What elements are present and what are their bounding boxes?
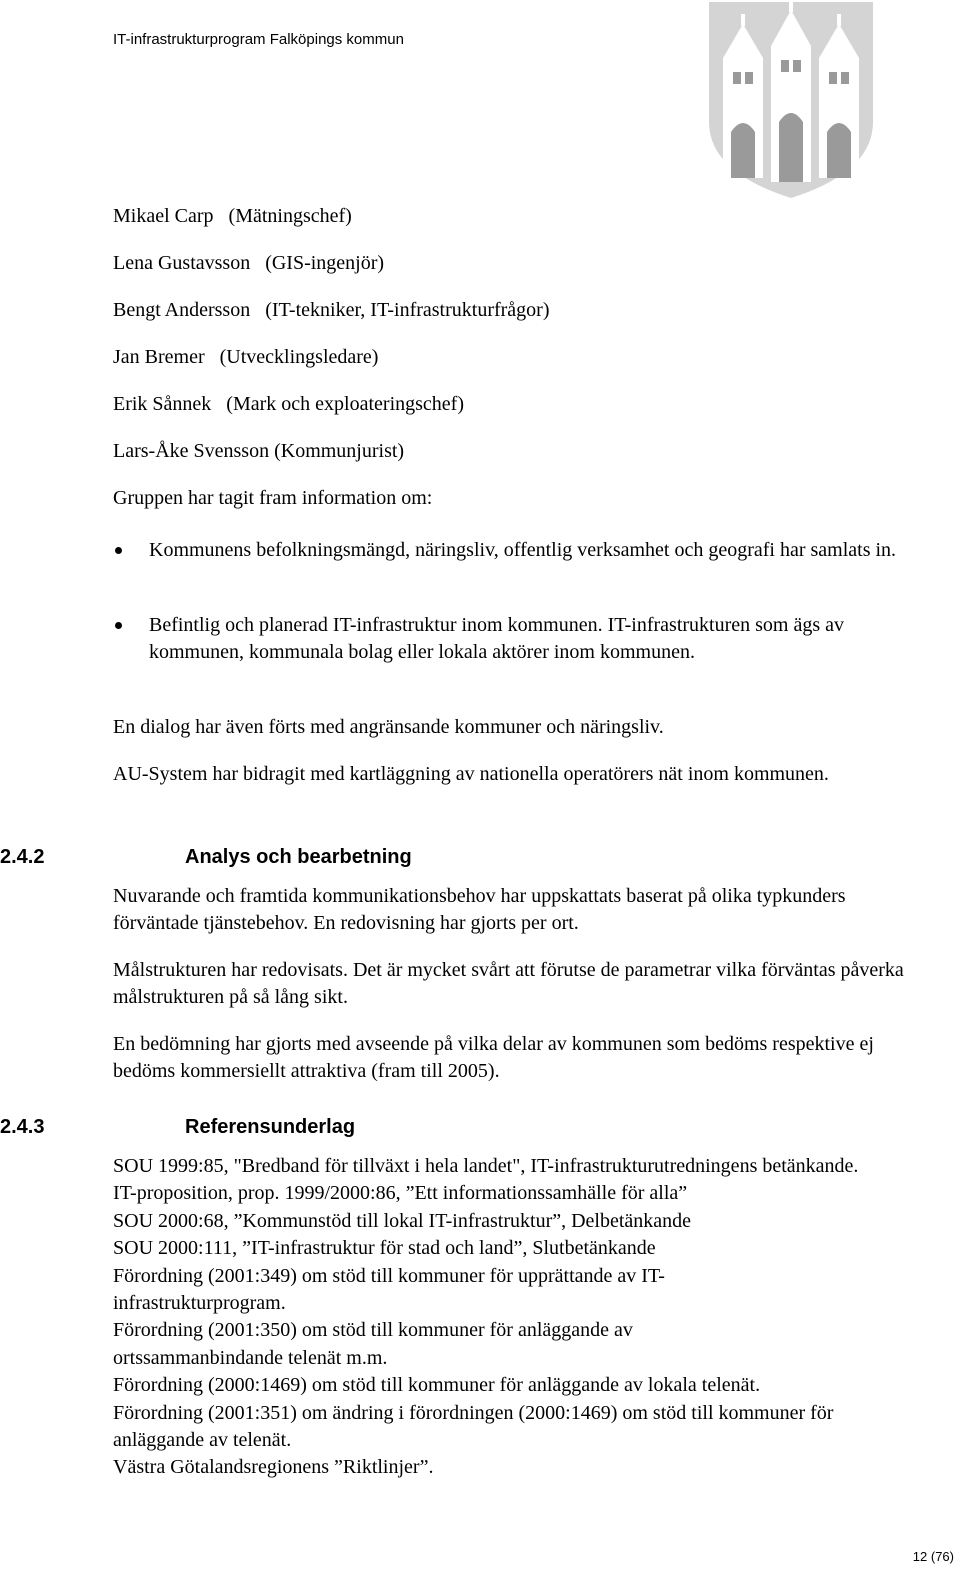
section-number: 2.4.2 [0,846,45,868]
member-line: Jan Bremer (Utvecklingsledare) [113,346,379,368]
reference-item: Förordning (2001:349) om stöd till kommuner för upprättande av IT-infrastrukturprogram. [113,1264,665,1315]
bullet-item: Befintlig och planerad IT-infrastruktur inom kommunen. IT-infrastrukturen som ägs av kommunen, kommunala bolag eller lokala aktörer inom kommunen. [149,614,845,663]
paragraph: Nuvarande och framtida kommunikationsbehov har uppskattats baserat på olika typkunders förväntade tjänstebehov. En redovisning har gjorts per ort. [113,885,846,934]
paragraph: En dialog har även förts med angränsande kommuner och näringsliv. [113,716,664,738]
section-heading: Referensunderlag [185,1116,356,1138]
reference-item: Förordning (2001:350) om stöd till kommuner för anläggande av ortssammanbindande telenät m.m. [113,1319,633,1369]
member-line: Mikael Carp (Mätningschef) [113,205,352,227]
reference-item: Förordning (2000:1469) om stöd till kommuner för anläggande av lokala telenät. [113,1374,761,1397]
reference-item: SOU 2000:68, ”Kommunstöd till lokal IT-infrastruktur”, Delbetänkande [113,1209,692,1232]
section-heading: Analys och bearbetning [185,846,412,868]
page-number: 12 (76) [912,1549,954,1564]
bullet-item: Kommunens befolkningsmängd, näringsliv, offentlig verksamhet och geografi har samlats in. [149,539,897,561]
paragraph: AU-System har bidragit med kartläggning av nationella operatörers nät inom kommunen. [113,763,829,785]
reference-item: Förordning (2001:351) om ändring i förordningen (2000:1469) om stöd till kommuner för anläggande av telenät. [113,1401,834,1452]
reference-item: IT-proposition, prop. 1999/2000:86, ”Ett informationssamhälle för alla” [113,1182,688,1205]
paragraph: Målstrukturen har redovisats. Det är mycket svårt att förutse de parametrar vilka förväntas påverka målstrukturen på så lång sikt. [113,959,904,1008]
bullet-icon [115,622,122,629]
bullet-icon [115,547,122,554]
reference-list [113,1153,903,1482]
coat-of-arms-icon [707,2,875,198]
member-line: Lars-Åke Svensson (Kommunjurist) [113,440,405,462]
member-line: Bengt Andersson (IT-tekniker, IT-infrastrukturfrågor) [113,299,550,321]
reference-item: SOU 1999:85, "Bredband för tillväxt i hela landet", IT-infrastrukturutredningens betänkande. [113,1155,859,1177]
intro-paragraph: Gruppen har tagit fram information om: [113,487,433,509]
reference-item: SOU 2000:111, ”IT-infrastruktur för stad och land”, Slutbetänkande [113,1237,656,1260]
document-header-title: IT-infrastrukturprogram Falköpings kommun [113,31,404,48]
paragraph: En bedömning har gjorts med avseende på vilka delar av kommunen som bedöms respektive ej bedöms kommersiellt attraktiva (fram till 2005). [113,1033,874,1082]
reference-item: Västra Götalandsregionens ”Riktlinjer”. [113,1456,434,1479]
member-line: Lena Gustavsson (GIS-ingenjör) [113,252,385,274]
section-number: 2.4.3 [0,1116,45,1138]
member-line: Erik Sånnek (Mark och exploateringschef) [113,393,464,415]
